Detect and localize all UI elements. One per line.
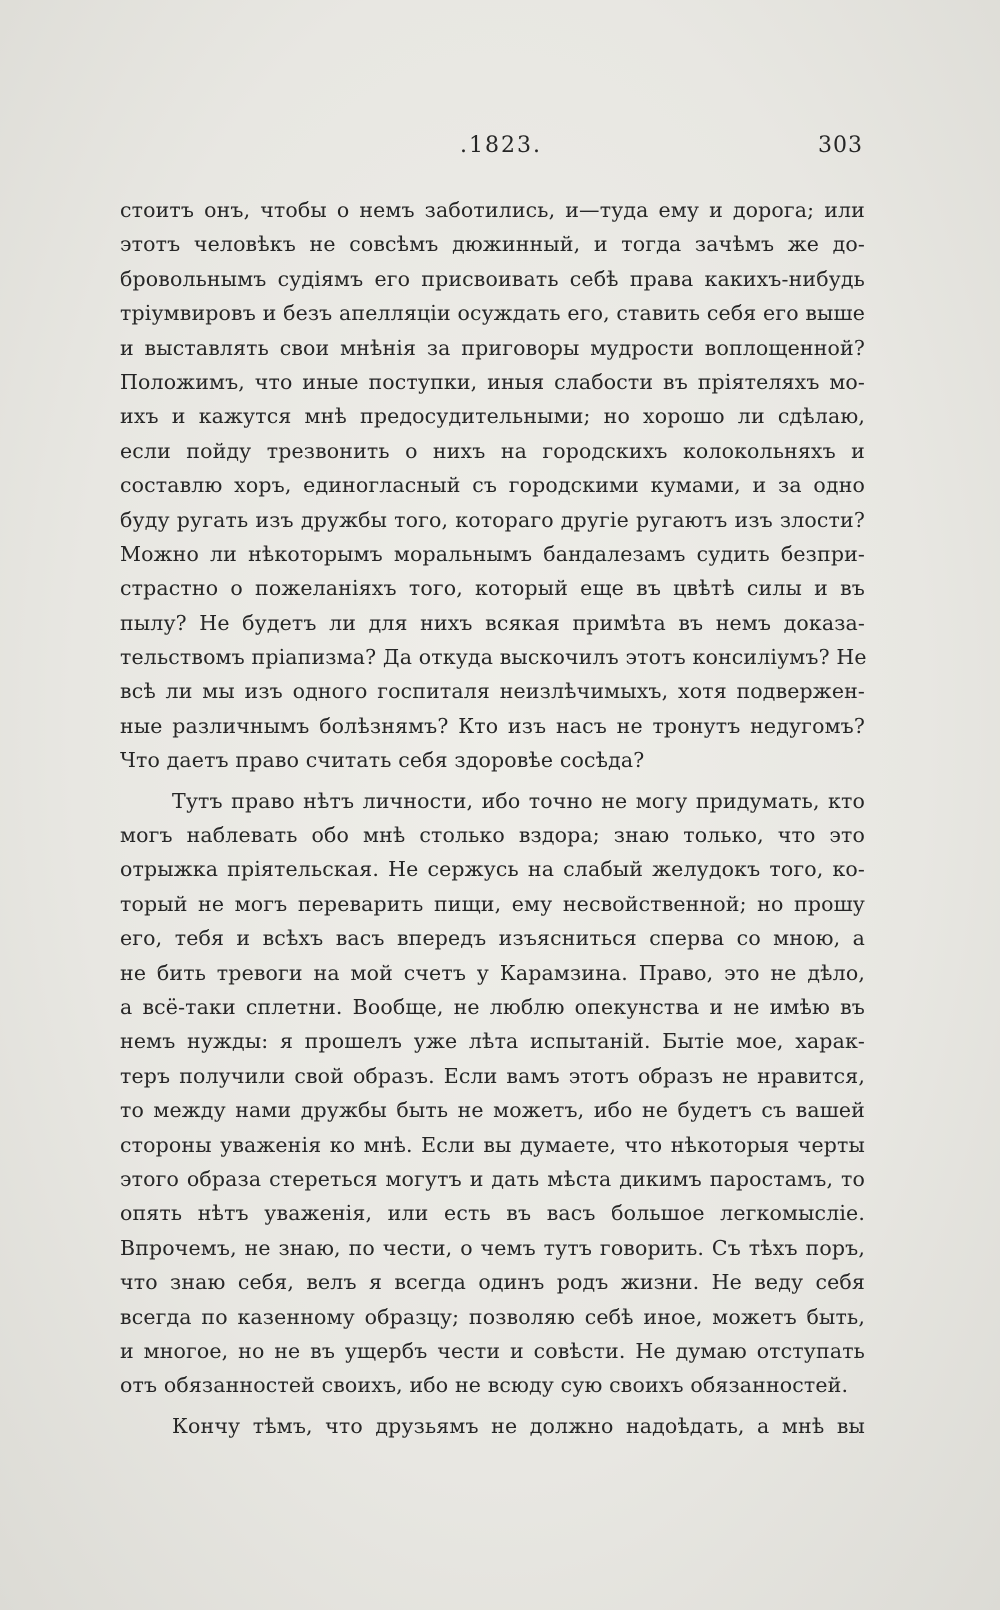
text-line: Что даетъ право считать себя здоровѣе сосѣда? [120, 748, 645, 773]
text-line: тріумвировъ и безъ апелляціи осуждать его, ставить себя его выше [120, 301, 866, 326]
text-line: а всё-таки сплетни. Вообще, не люблю опекунства и не имѣю въ [120, 994, 865, 1019]
text-line: Можно ли нѣкоторымъ моральнымъ бандалезамъ судить безпри- [120, 541, 865, 566]
text-line: бровольнымъ судіямъ его присвоивать себѣ права какихъ-нибудь [120, 266, 865, 291]
paragraph [120, 193, 865, 778]
text-line: страстно о пожеланіяхъ того, который еще въ цвѣтѣ силы и въ [120, 576, 865, 601]
text-line: немъ нужды: я прошелъ уже лѣта испытаній. Бытіе мое, харак- [120, 1029, 865, 1054]
running-head [118, 133, 863, 163]
text-line: ные различнымъ болѣзнямъ? Кто изъ насъ не тронутъ недугомъ? [120, 713, 865, 738]
text-line: Положимъ, что иные поступки, иныя слабости въ пріятеляхъ мо- [120, 369, 865, 394]
text-line: ихъ и кажутся мнѣ предосудительными; но хорошо ли сдѣлаю, [120, 404, 865, 429]
text-line: и многое, но не въ ущербъ чести и совѣсти. Не думаю отступать [120, 1338, 865, 1363]
text-line: теръ получили свой образъ. Если вамъ этотъ образъ не нравится, [120, 1063, 865, 1088]
text-line: Тутъ право нѣтъ личности, ибо точно не могу придумать, кто [172, 788, 865, 813]
text-line: не бить тревоги на мой счетъ у Карамзина. Право, это не дѣло, [120, 960, 865, 985]
paragraph [120, 1409, 865, 1443]
text-line: тельствомъ пріапизма? Да откуда выскочилъ этотъ консиліумъ? Не [120, 645, 867, 670]
text-line: стоитъ онъ, чтобы о немъ заботились, и—туда ему и дорога; или [120, 198, 865, 222]
text-line: опять нѣтъ уваженія, или есть въ васъ большое легкомысліе. [120, 1201, 865, 1226]
text-line: могъ наблевать обо мнѣ столько вздора; знаю только, что это [120, 823, 865, 848]
text-line: отрыжка пріятельская. Не сержусь на слабый желудокъ того, ко- [120, 857, 865, 882]
text-line: Кончу тѣмъ, что друзьямъ не должно надоѣдать, а мнѣ вы [172, 1413, 865, 1438]
paragraph [120, 784, 865, 1403]
text-line: составлю хоръ, единогласный съ городскими кумами, и за одно [120, 473, 865, 498]
text-line: то между нами дружбы быть не можетъ, ибо не будетъ съ вашей [120, 1098, 865, 1123]
text-line: если пойду трезвонить о нихъ на городскихъ колокольняхъ и [120, 438, 865, 463]
running-head-year: .1823. [460, 133, 542, 158]
text-line: буду ругать изъ дружбы того, котораго другіе ругаютъ изъ злости? [120, 507, 865, 532]
text-line: этотъ человѣкъ не совсѣмъ дюжинный, и тогда зачѣмъ же до- [120, 232, 865, 257]
text-line: что знаю себя, велъ я всегда одинъ родъ жизни. Не веду себя [120, 1270, 865, 1295]
text-line: его, тебя и всѣхъ васъ впередъ изъясниться сперва со мною, а [120, 926, 865, 951]
page-number: 303 [818, 133, 863, 158]
text-line: стороны уваженія ко мнѣ. Если вы думаете, что нѣкоторыя черты [120, 1132, 865, 1157]
text-line: Впрочемъ, не знаю, по чести, о чемъ тутъ говорить. Съ тѣхъ поръ, [120, 1235, 865, 1260]
body-text [120, 193, 865, 1443]
text-line: торый не могъ переварить пищи, ему несвойственной; но прошу [120, 891, 865, 916]
text-line: этого образа стереться могутъ и дать мѣста дикимъ паростамъ, то [120, 1166, 865, 1191]
text-line: отъ обязанностей своихъ, ибо не всюду сую своихъ обязанностей. [120, 1373, 849, 1398]
text-line: всѣ ли мы изъ одного госпиталя неизлѣчимыхъ, хотя подвержен- [120, 679, 865, 704]
text-line: и выставлять свои мнѣнія за приговоры мудрости воплощенной? [120, 335, 865, 360]
text-line: пылу? Не будетъ ли для нихъ всякая примѣта въ немъ доказа- [120, 610, 865, 635]
text-line: всегда по казенному образцу; позволяю себѣ иное, можетъ быть, [120, 1304, 865, 1329]
